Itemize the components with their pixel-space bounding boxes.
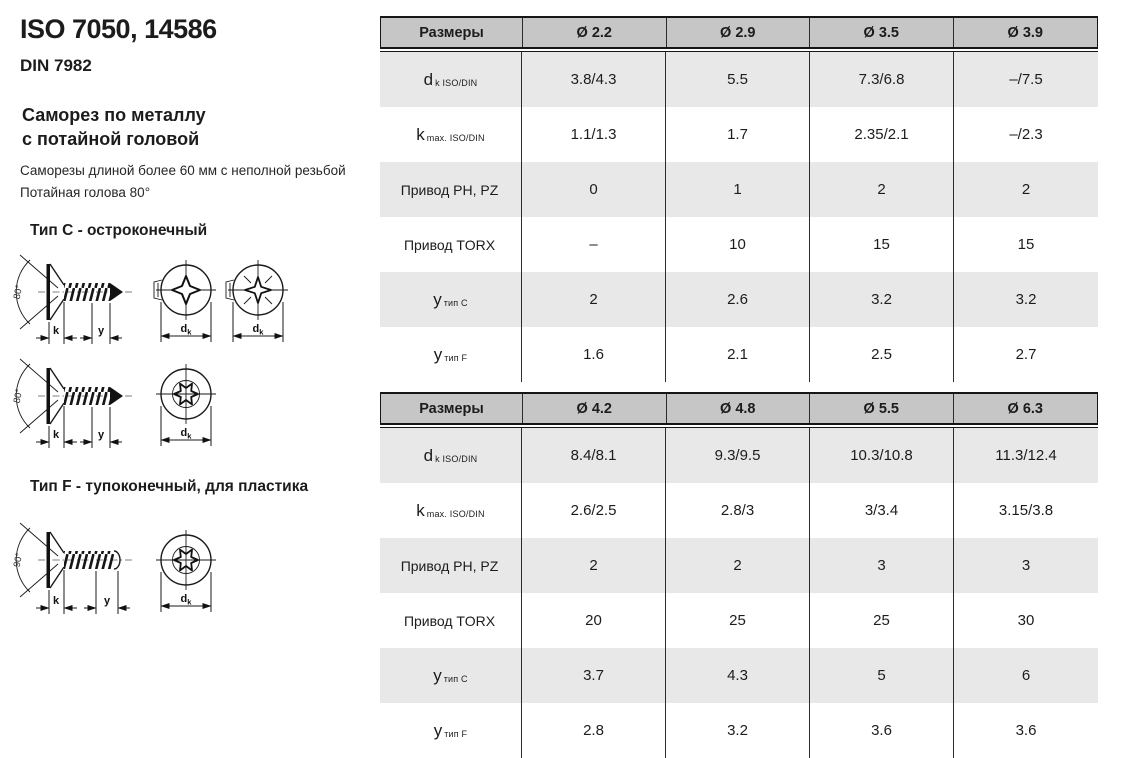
svg-text:dk: $d_k$ [180, 323, 192, 337]
table-cell: 1.7 [666, 107, 810, 162]
table-cell: 3.2 [666, 703, 810, 758]
dimensions-table-small-diameters [380, 16, 1098, 382]
column-header-d42: Ø 4.2 [523, 394, 667, 423]
row-label: y тип C [380, 648, 522, 703]
table-cell: – [522, 217, 666, 272]
table-cell: 7.3/6.8 [810, 52, 954, 107]
svg-text:dk: $d_k$ [252, 323, 264, 337]
product-name-line2: с потайной головой [22, 128, 200, 149]
table-cell: 2.6/2.5 [522, 483, 666, 538]
table-cell: 4.3 [666, 648, 810, 703]
table-row-drive-torx [380, 217, 1098, 272]
table-cell: 3.15/3.8 [998, 502, 1054, 519]
angle-80-label: 80° [11, 387, 26, 405]
table-cell: 3.7 [522, 648, 666, 703]
description-line2: Потайная голова 80° [20, 184, 151, 200]
table-row-drive-ph-pz [380, 538, 1098, 593]
svg-text:dk: $d_k$ [180, 593, 192, 607]
din-subtitle: DIN 7982 [20, 56, 92, 75]
table-cell: 2.8/3 [666, 483, 810, 538]
column-header-sizes: Размеры [381, 18, 523, 47]
dim-dk-label: d [180, 323, 188, 335]
table-row-dk [380, 428, 1098, 483]
table-cell: 1.6 [522, 327, 666, 382]
table-cell: 3.2 [1015, 291, 1037, 308]
dim-k-label: k [52, 325, 60, 337]
table-cell: 2 [522, 538, 666, 593]
table-cell: 3 [810, 538, 954, 593]
table-cell: 2.5 [810, 327, 954, 382]
table-cell: 2 [1021, 181, 1031, 198]
table-cell: 2.1 [666, 327, 810, 382]
table-cell: 2 [522, 272, 666, 327]
table-cell: 9.3/9.5 [666, 428, 810, 483]
column-header-sizes: Размеры [381, 394, 523, 423]
row-label: k max. ISO/DIN [380, 483, 522, 538]
product-name [22, 104, 206, 152]
table-cell: 5 [810, 648, 954, 703]
table-cell: 11.3/12.4 [995, 447, 1057, 464]
angle-80-label: 80° [11, 283, 26, 301]
table-cell: 0 [522, 162, 666, 217]
table-cell: 25 [810, 593, 954, 648]
table-cell: 3 [1021, 557, 1031, 574]
dim-dk-label: d [252, 323, 260, 335]
table-row-kmax [380, 483, 1098, 538]
screw-side-view-pointed [12, 359, 132, 448]
description-line1: Саморезы длиной более 60 мм с неполной резьбой [20, 163, 346, 178]
table-cell: –/7.5 [1009, 71, 1043, 88]
table-cell: 1 [666, 162, 810, 217]
table-cell: 3.6 [1015, 722, 1037, 739]
table-cell: 2.7 [1015, 346, 1037, 363]
angle-90-label: 90° [11, 551, 26, 569]
dim-y-label: y [103, 595, 111, 607]
column-header-d55: Ø 5.5 [810, 394, 954, 423]
row-label: d k ISO/DIN [380, 428, 522, 483]
screw-side-view-pointed [12, 255, 132, 344]
row-label: k max. ISO/DIN [380, 107, 522, 162]
product-description [20, 160, 346, 204]
column-header-d22: Ø 2.2 [523, 18, 667, 47]
type-f-screw-torx-drawing [10, 518, 230, 620]
table-row-y-type-f [380, 703, 1098, 758]
phillips-recess-icon [172, 276, 200, 304]
table-cell: 3.6 [810, 703, 954, 758]
dim-k-label: k [52, 595, 60, 607]
table-cell: 10.3/10.8 [810, 428, 954, 483]
table-cell: 30 [1017, 612, 1035, 629]
page-title: ISO 7050, 14586 [20, 14, 217, 44]
table-cell: 2.35/2.1 [810, 107, 954, 162]
table-cell: 8.4/8.1 [522, 428, 666, 483]
table-cell: 15 [1017, 236, 1035, 253]
row-label: y тип F [380, 703, 522, 758]
table-cell: 2 [666, 538, 810, 593]
table-cell: 2 [810, 162, 954, 217]
type-c-heading: Тип C - остроконечный [30, 222, 208, 239]
head-view-torx [156, 364, 216, 446]
table-row-y-type-c [380, 648, 1098, 703]
row-label: Привод TORX [380, 217, 522, 272]
row-label: Привод TORX [380, 593, 522, 648]
table-cell: 10 [666, 217, 810, 272]
head-view-ph [154, 260, 216, 342]
table-body [380, 51, 1098, 382]
table-cell: 2.6 [666, 272, 810, 327]
type-f-heading: Тип F - тупоконечный, для пластика [30, 478, 309, 495]
column-header-d39: Ø 3.9 [1007, 24, 1043, 41]
dim-y-label: y [97, 325, 105, 337]
table-cell: 20 [522, 593, 666, 648]
type-c-screw-ph-pz-drawing [10, 252, 296, 350]
dim-k-label: k [52, 429, 60, 441]
table-cell: 1.1/1.3 [522, 107, 666, 162]
table-cell: 2.8 [522, 703, 666, 758]
table-row-drive-torx [380, 593, 1098, 648]
dim-dk-label: d [180, 427, 188, 439]
table-cell: –/2.3 [1009, 126, 1043, 143]
column-header-d29: Ø 2.9 [667, 18, 811, 47]
row-label: d k ISO/DIN [380, 52, 522, 107]
screw-side-view-blunt [12, 523, 132, 614]
table-row-drive-ph-pz [380, 162, 1098, 217]
head-view-pz [226, 260, 288, 342]
table-cell: 5.5 [666, 52, 810, 107]
head-view-torx [156, 530, 216, 612]
column-header-d35: Ø 3.5 [810, 18, 954, 47]
column-header-d63: Ø 6.3 [1007, 400, 1043, 417]
column-header-d48: Ø 4.8 [667, 394, 811, 423]
dim-dk-label: d [180, 593, 188, 605]
table-row-y-type-f [380, 327, 1098, 382]
table-cell: 3.8/4.3 [522, 52, 666, 107]
table-cell: 3/3.4 [810, 483, 954, 538]
dimensions-table-large-diameters [380, 392, 1098, 758]
row-label: Привод PH, PZ [380, 162, 522, 217]
row-label: Привод PH, PZ [380, 538, 522, 593]
table-body [380, 427, 1098, 758]
dim-y-label: y [97, 429, 105, 441]
table-row-dk [380, 52, 1098, 107]
product-name-line1: Саморез по металлу [22, 105, 206, 125]
row-label: y тип F [380, 327, 522, 382]
svg-text:dk: $d_k$ [180, 427, 192, 441]
type-c-screw-torx-drawing [10, 356, 230, 454]
table-header-row [380, 16, 1098, 49]
left-panel [0, 0, 378, 753]
table-row-y-type-c [380, 272, 1098, 327]
table-cell: 25 [666, 593, 810, 648]
row-label: y тип C [380, 272, 522, 327]
table-cell: 6 [1021, 667, 1031, 684]
table-header-row [380, 392, 1098, 425]
table-cell: 3.2 [810, 272, 954, 327]
table-cell: 15 [810, 217, 954, 272]
table-row-kmax [380, 107, 1098, 162]
